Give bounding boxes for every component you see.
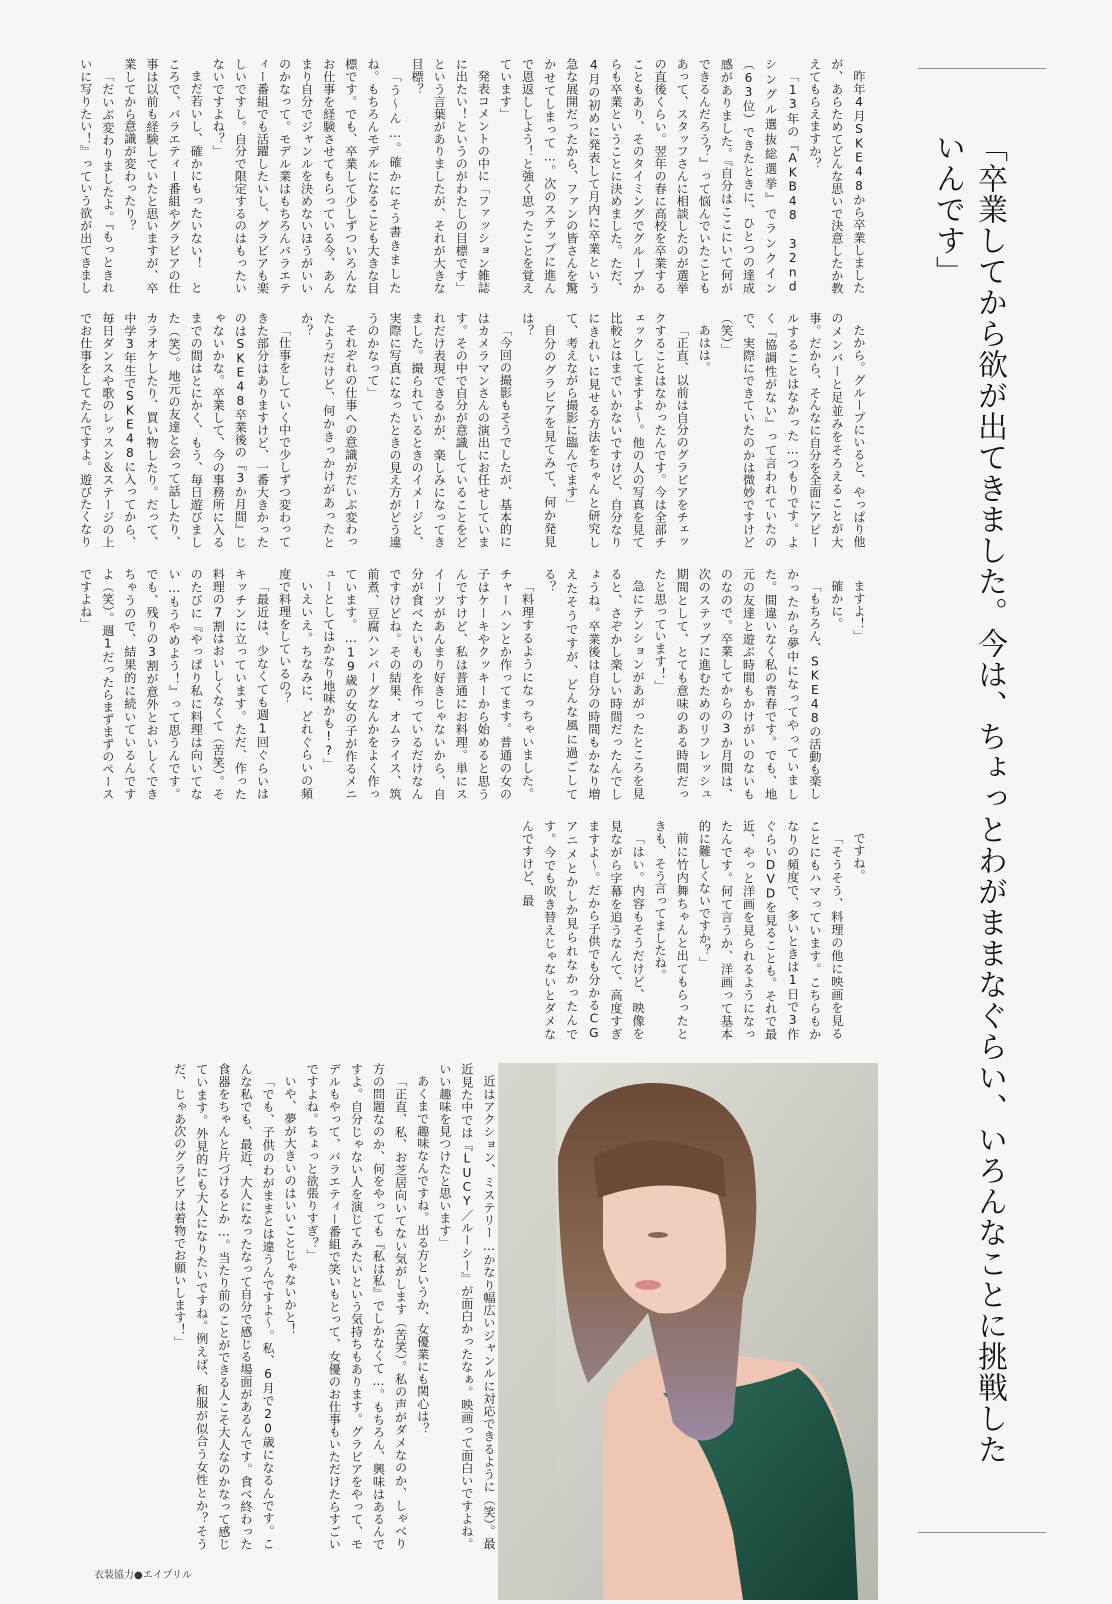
article-paragraph: 確かに。 xyxy=(829,580,844,630)
portrait-photo xyxy=(498,1063,878,1600)
article-paragraph: 「正直、私、お芝居向いてない気がします（苦笑）。私の声がダメなのか、しゃべり方の問題なのか、何をやっても『私は私』でしかなくて…。もちろん、興味はあるんですよ。自分じゃない人を演じてみたいという気持ちもあります。グラビアをやって、モデルもやって、バラエティー番組で笑いもとって、女優のお仕事もいただけたらすごいですよね。ちょっと欲張りすぎ？」 xyxy=(305,1063,408,1550)
article-paragraph: ますよ！」 xyxy=(852,580,866,643)
portrait-illustration xyxy=(498,1063,878,1600)
article-paragraph: それぞれの仕事への意識がだいぶ変わったようだけど、何かきっかけがあったとか？ xyxy=(299,312,358,548)
article-paragraph: 「13年の『AKB48 32ndシングル選抜総選挙』でランクイン（63位）できたときに、ひとつの達成感がありました。『自分はここにいて何ができるんだろう？』って悩んでいたこともあって、スタッフさんに相談したのが選挙の直後くらい。翌年の春に高校を卒業することもあり、そのタイミングでグループからも卒業ということに決めました。ただ、4月の初めに発表して月内に卒業という急な展開だったから、ファンの皆さんを驚かせてしまって…。次のステップに進んで恩返ししよう！と強く思ったことを覚えています」 xyxy=(498,58,800,294)
article-paragraph: ですね。 xyxy=(852,832,866,882)
article-paragraph: 近はアクション、ミステリー…かなり幅広いジャンルに対応できるように（笑）。最近見た中では『LUCY／ルーシー』が面白かったなぁ。映画って面白いですよね。いい趣味を見つけたと思います」 xyxy=(437,1063,496,1550)
article-paragraph: 自分のグラビアを見てみて、何か発見は？ xyxy=(520,312,557,548)
article-paragraph: 発表コメントの中に「ファッション雑誌に出たい！というのがわたしの目標です」という言葉がありましたが、それが大きな目標？ xyxy=(410,58,491,294)
article-paragraph: 「今回の撮影もそうでしたが、基本的にはカメラマンさんの演出にお任せしています。その中で自分が意識していることをどれだけ表現できるかが、楽しみになってきました。撮られているときのイメージと、実際に写真になったときの見え方がどう違うのかなって」 xyxy=(365,312,513,548)
article-paragraph: 「料理するようになっちゃいました。チャーハンとか作ってます。普通の女の子はケーキやクッキーから始めると思うんですけど、私は普通にお料理。単にスイーツがあんまり好きじゃないから、自分が食べたいものを作っているだけなんですけどね。その結果、オムライス、筑前煮、豆腐ハンバーグなんかをよく作っています。…19歳の女の子が作るメニューとしてはかなり地味かも!?」 xyxy=(321,568,535,800)
article-paragraph: まだ若いし、確かにもったいない！ ところで、バラエティー番組やグラビアの仕事は以前も経験していたと思いますが、卒業してから意識が変わったり？ xyxy=(122,58,204,294)
article-paragraph: 「もちろん、SKE48の活動も楽しかったから夢中になってやっていました。間違いなく私の青春です。でも、地元の友達と遊ぶ時間もかけがいのないものなので。卒業してからの3か月間は、次のステップに進むためのリフレッシュ期間として、とても意味のある時間だったと思っています！」 xyxy=(653,568,822,800)
top-rule xyxy=(918,68,1046,69)
article-paragraph: 急にテンションがあがったところを見ると、さぞかし楽しい時間だったんでしょうね。卒業後は自分の時間もかなり増えたそうですが、どんな風に過ごしてる？ xyxy=(542,568,646,800)
article-paragraph: 「はい。内容もそうだけど、映像を見ながら字幕を追うなんて、高度すぎますよ〜。だから子供でも分かるCGアニメとかしか見られなかったんです。今でも吹き替えじゃないとダメなんですけど、最 xyxy=(520,820,646,1040)
article-paragraph: 「仕事をしていく中で少しずつ変わってきた部分はありますけど、一番大きかったのはSKE48卒業後の『3か月間』じゃないかな。卒業して、今の事務所に入るまでの間はとにかく、もう、毎日遊びました（笑）。地元の友達と会って話したり、カラオケしたり、買い物したり。だって、中学3年生でSKE48に入ってから、毎日ダンスや歌のレッスン＆ステージの上でお仕事をしてたんですよ。遊びたくなり xyxy=(78,312,292,548)
article-paragraph: 「でも、子供のわがままとは違うんですよ〜。私、6月で20歳になるんです。こんな私でも、最近、大人になったなって自分で感じる場面があるんです。食べ終わった食器をちゃんと片づけるとか…。当たり前のことができる人こそ大人なのかなって感じています。外見的にも大人になりたいですね。例えば、和服が似合う女性とか？そうだ、じゃあ次のグラビアは着物でお願いします！」 xyxy=(172,1063,276,1550)
article-paragraph: 「正直、以前は自分のグラビアをチェックすることはなかったんです。今は全部チェックしてますよ〜。他の人の写真を見て比較とはまでいかないですけど、自分なりにきれいに見せる方法をちゃんと研究して、考えながら撮影に臨んでます」 xyxy=(564,312,690,548)
article-paragraph: あはは。 xyxy=(697,324,712,374)
article-paragraph: 前に竹内舞ちゃんと出てもらったときも、そう言ってましたね。 xyxy=(653,820,690,1040)
bottom-rule xyxy=(918,1532,1046,1533)
article-paragraph: たから。グループにいると、やっぱり他のメンバーと足並みをそろえることが大事。だから、そんなに自分を全面にアピールすることはなかった…つもりです。よく『協調性がない』って言われていたので、実際にできていたのかは微妙ですけど（笑）」 xyxy=(719,312,866,548)
article-paragraph: いえいえ。ちなみに、どれぐらいの頻度で料理をしているの？ xyxy=(277,568,314,800)
article-paragraph: いや、夢が大きいのはいいことじゃないかと！ xyxy=(283,1075,298,1336)
article-paragraph: 「だいぶ変わりましたよ。『もっときれいに写りたい！』っていう欲が出てきまし xyxy=(78,58,115,294)
article-tier-2 xyxy=(75,312,870,548)
article-tier-4 xyxy=(75,820,870,1040)
article-paragraph: 「最近は、少なくても週1回ぐらいはキッチンに立っています。ただ、作った料理の7割はおいしくなくて（苦笑）。そのたびに『やっぱり私に料理は向いてない…もうやめよう！』って思うんです。でも、残りの3割が意外とおいしくできちゃうので、結果的に続いているんですよ（笑）。週1だったらまずまずのペースですよね」 xyxy=(78,568,270,800)
article-tier-5 xyxy=(94,1063,500,1550)
article-paragraph: 「う〜ん…。確かにそう書きましたね。もちろんモデルになることも大きな目標です。でも、卒業して少しずついろんなお仕事を経験させてもらっている今、あんまり自分でジャンルを決めないほうがいいのかなって。モデル業はもちろんバラエティー番組でも活躍したいし、グラビアも楽しいですし。自分で限定するのはもったいないですよね？」 xyxy=(211,58,403,294)
pull-quote: 「卒業してから欲が出てきました。今は、ちょっとわがままなぐらい、いろんなことに挑戦したいんです」 xyxy=(930,132,1007,1465)
article-paragraph: 昨年4月SKE48から卒業しましたが、あらためてどんな思いで決意したか教えてもらえますか？ xyxy=(807,58,866,294)
article-paragraph: 「そうそう、料理の他に映画を見ることにもハマっています。こちらもかなりの頻度で、多いときは1日で3作ぐらいDVDを見ることも。それで最近、やっと洋画を見られるようになったんです。何て言うか、洋画って基本的に難しくないですか？」 xyxy=(697,820,844,1040)
article-paragraph: あくまで趣味なんですね。出る方というか、女優業にも関心は？ xyxy=(415,1075,430,1435)
costume-credit: 衣装協力●エイプリル xyxy=(94,1570,193,1581)
article-tier-3 xyxy=(75,568,870,800)
article-tier-1 xyxy=(75,58,870,294)
